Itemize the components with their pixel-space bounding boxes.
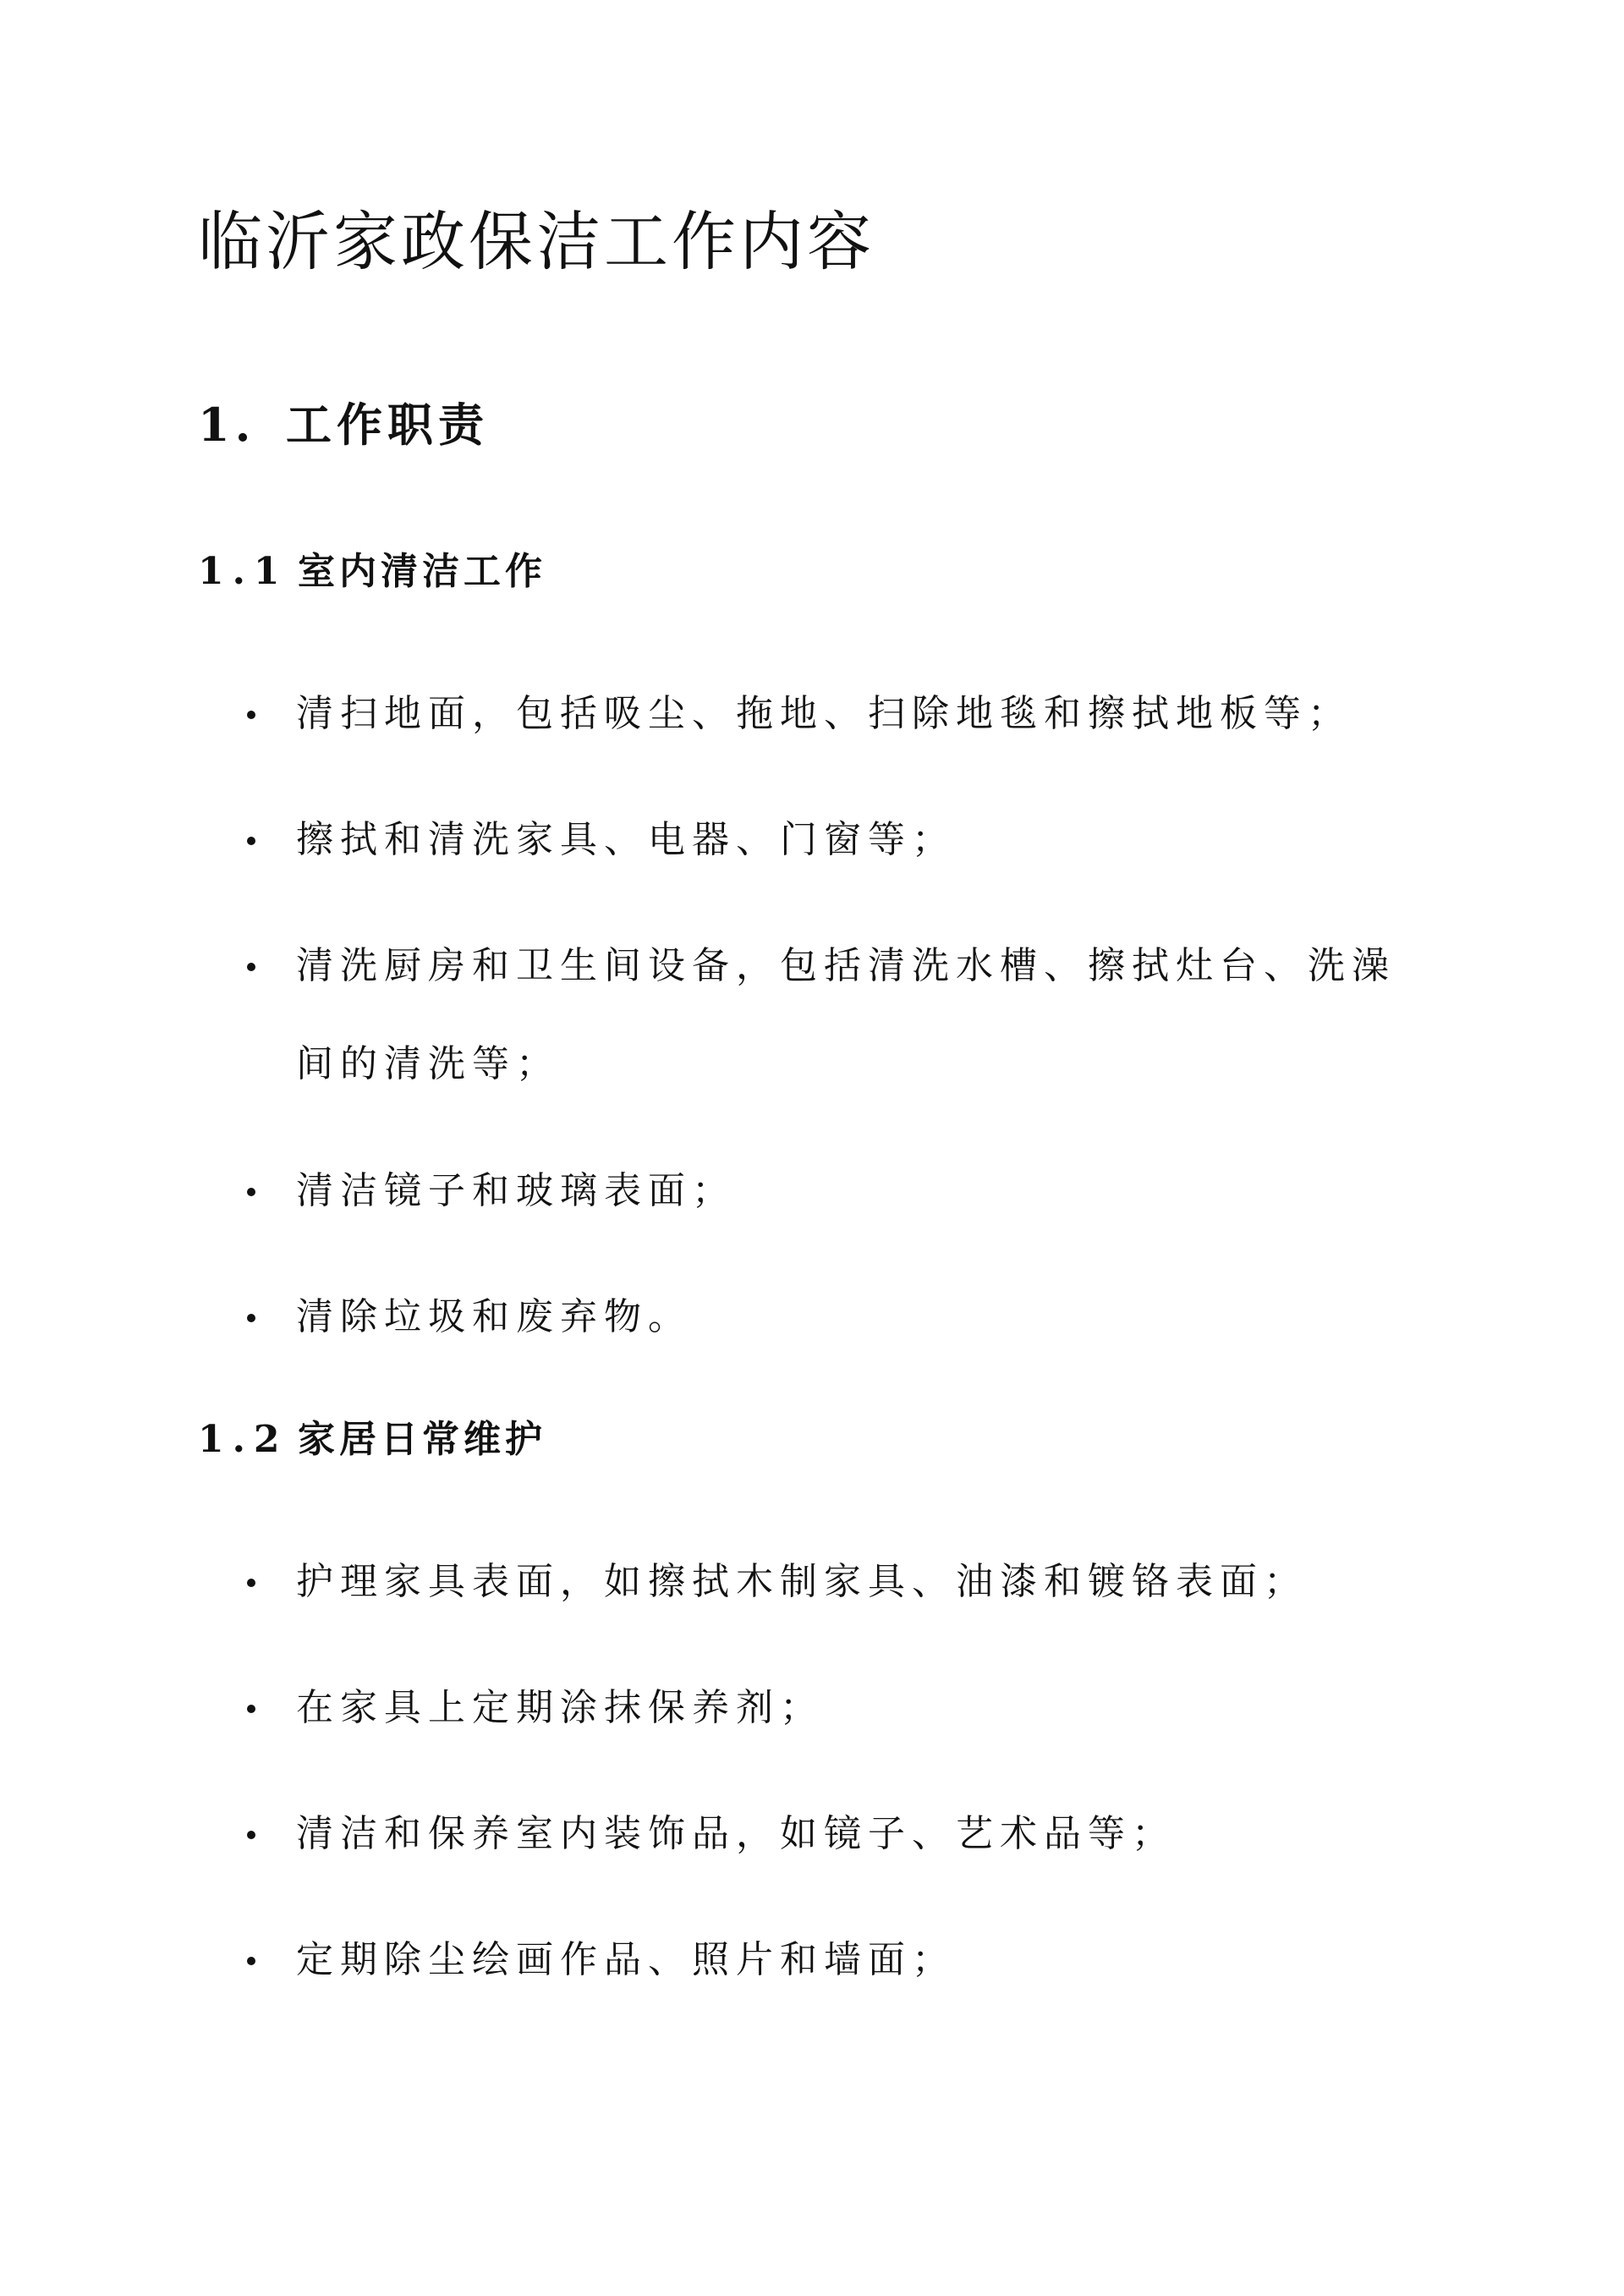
subsection-number: 1.1 [198,550,288,593]
list-item: 清扫地面，包括吸尘、拖地、扫除地毯和擦拭地板等； [296,692,1352,735]
subsection-heading-1-1 [198,550,546,595]
list-item: 在家具上定期涂抹保养剂； [296,1686,824,1729]
document-title: 临沂家政保洁工作内容 [198,204,875,279]
section-number: 1. [198,398,256,452]
bullet-icon [247,963,255,971]
list-item: 清洗厨房和卫生间设备，包括清洗水槽、擦拭灶台、洗澡间的清洗等； [296,944,1396,1085]
bullet-icon [247,1705,255,1713]
bullet-icon [247,711,255,719]
bullet-icon [247,1579,255,1587]
subsection-title: 室内清洁工作 [298,550,546,593]
subsection-number: 1.2 [198,1418,288,1461]
section-title: 工作职责 [286,398,489,452]
bullet-icon [247,1957,255,1965]
subsection-title: 家居日常维护 [298,1418,546,1461]
list-item: 定期除尘绘画作品、照片和墙面； [296,1938,956,1981]
section-heading-1 [198,398,489,453]
list-item: 清洁镜子和玻璃表面； [296,1169,736,1212]
bullet-icon [247,837,255,845]
list-item: 清除垃圾和废弃物。 [296,1295,692,1338]
bullet-icon [247,1314,255,1322]
subsection-heading-1-2 [198,1418,546,1463]
list-item: 擦拭和清洗家具、电器、门窗等； [296,818,956,861]
bullet-icon [247,1188,255,1196]
list-item: 护理家具表面，如擦拭木制家具、油漆和镀铬表面； [296,1560,1308,1603]
list-item: 清洁和保养室内装饰品，如镜子、艺术品等； [296,1812,1176,1855]
bullet-icon [247,1831,255,1839]
